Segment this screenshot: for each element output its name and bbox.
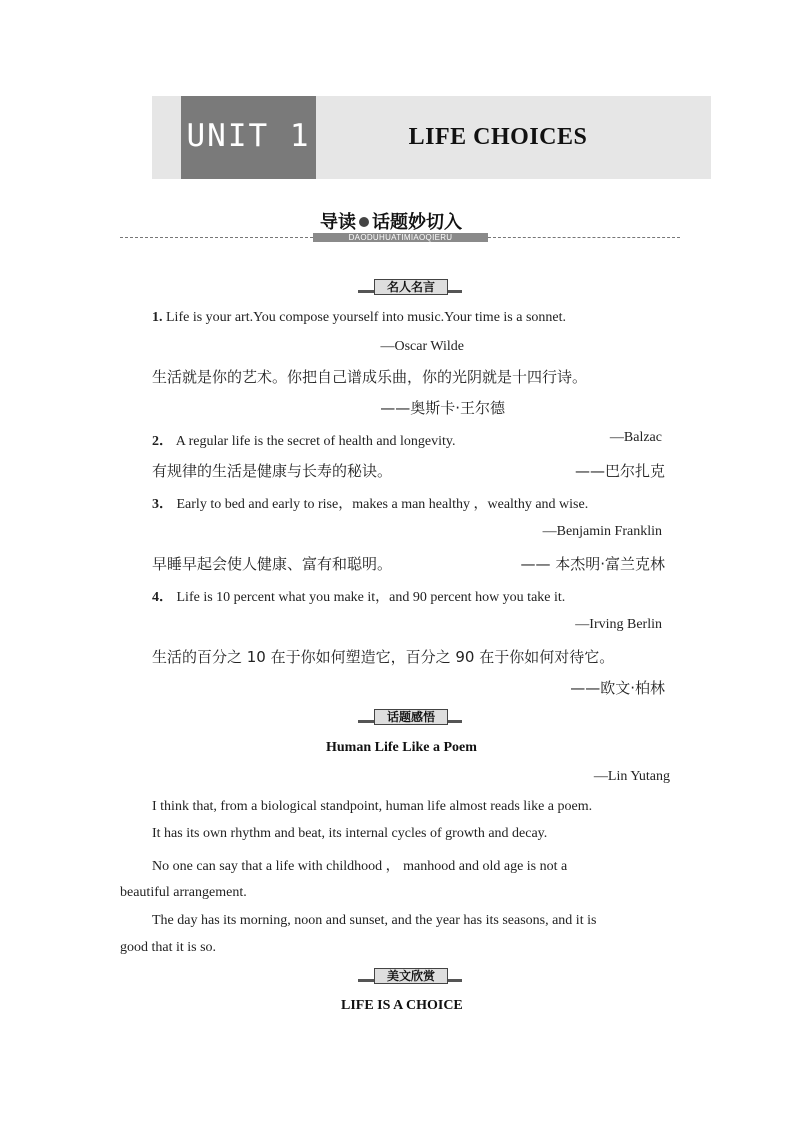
quote-4-zh: 生活的百分之 10 在于你如何塑造它，百分之 90 在于你如何对待它。 xyxy=(152,648,615,666)
quote-3-zh: 早睡早起会使人健康、富有和聪明。 xyxy=(152,555,393,573)
poem-line: The day has its morning, noon and sunset, and the year has its seasons, and it is xyxy=(152,913,597,928)
divider xyxy=(488,237,680,238)
guide-pinyin: DAODUHUATIMIAOQIERU xyxy=(313,233,488,242)
quote-3-en xyxy=(152,493,588,513)
quote-1-en-author: —Oscar Wilde xyxy=(380,339,464,354)
guide-heading xyxy=(320,208,500,234)
quote-1-zh: 生活就是你的艺术。你把自己谱成乐曲，你的光阴就是十四行诗。 xyxy=(152,368,588,386)
quote-4-en xyxy=(152,586,565,606)
quote-2-zh: 有规律的生活是健康与长寿的秘诀。 xyxy=(152,462,393,480)
poem-line: good that it is so. xyxy=(120,940,217,955)
quote-number: 3． xyxy=(152,497,173,512)
divider xyxy=(120,237,313,238)
quote-4-zh-author: ——欧文·柏林 xyxy=(570,679,665,697)
guide-heading-main: 导读 xyxy=(320,212,356,233)
quote-2-en xyxy=(152,430,456,450)
quote-2-zh-author: ——巴尔扎克 xyxy=(574,462,665,480)
poem-title: Human Life Like a Poem xyxy=(326,740,477,755)
bullet-icon xyxy=(359,217,369,227)
quote-number: 1. xyxy=(152,310,163,325)
quote-3-en-author: —Benjamin Franklin xyxy=(542,524,662,539)
quote-number: 2． xyxy=(152,434,173,449)
essay-title: LIFE IS A CHOICE xyxy=(341,998,463,1013)
quote-1-zh-author: ——奥斯卡·王尔德 xyxy=(380,399,505,417)
quote-text: Early to bed and early to rise，makes a man healthy ，wealthy and wise. xyxy=(176,497,589,512)
unit-title: LIFE CHOICES xyxy=(408,124,588,150)
poem-line: No one can say that a life with childhood ， manhood and old age is not a xyxy=(152,859,568,874)
poem-line: I think that, from a biological standpoint, human life almost reads like a poem. xyxy=(152,799,593,814)
unit-label: UNIT 1 xyxy=(186,118,311,154)
quote-text: A regular life is the secret of health and longevity. xyxy=(175,434,456,449)
poem-line: beautiful arrangement. xyxy=(120,885,247,900)
guide-heading-sub: 话题妙切入 xyxy=(372,212,462,233)
section-label-essay: 美文欣赏 xyxy=(374,968,448,984)
quote-3-zh-author: —— 本杰明·富兰克林 xyxy=(520,555,665,573)
section-label-quotes: 名人名言 xyxy=(374,279,448,295)
quote-4-en-author: —Irving Berlin xyxy=(575,617,662,632)
quote-number: 4． xyxy=(152,590,173,605)
section-label-topic: 话题感悟 xyxy=(374,709,448,725)
poem-line: It has its own rhythm and beat, its internal cycles of growth and decay. xyxy=(152,826,548,841)
quote-text: Life is your art.You compose yourself into music.Your time is a sonnet. xyxy=(166,310,567,325)
quote-1-en xyxy=(152,310,566,326)
quote-text: Life is 10 percent what you make it，and 90 percent how you take it. xyxy=(176,590,566,605)
poem-author: —Lin Yutang xyxy=(593,769,670,784)
quote-2-en-author: —Balzac xyxy=(609,430,662,445)
